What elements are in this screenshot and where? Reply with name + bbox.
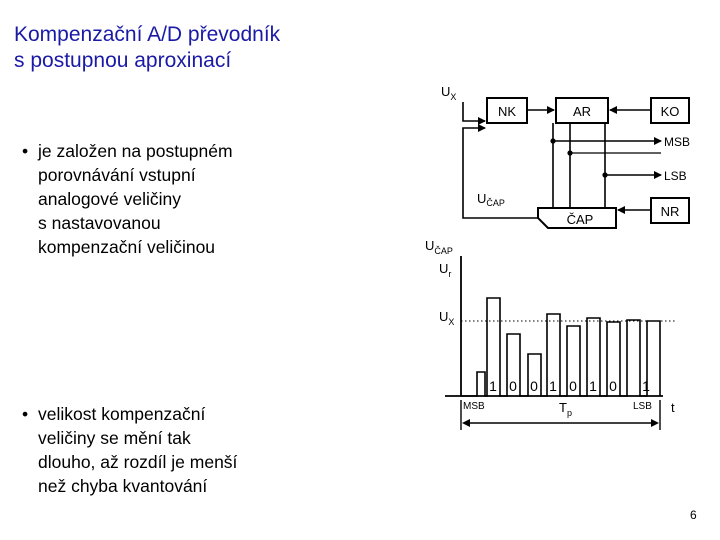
bit-label: 1: [549, 378, 557, 394]
bullet-line: porovnávání vstupní: [38, 165, 196, 185]
nk-label: NK: [497, 104, 517, 119]
bullet-line: analogové veličiny: [38, 189, 182, 209]
ko-label: KO: [660, 104, 680, 119]
junction-dot: [550, 138, 555, 143]
slide-title-line-1: Kompenzační A/D převodník: [14, 23, 281, 46]
lsb-output-label: LSB: [664, 169, 687, 183]
period-arrowhead-left: [462, 419, 470, 427]
bullet-item-convergence: [22, 402, 302, 498]
timing-diagram: [425, 238, 677, 430]
period-label: $T_p$: [559, 400, 572, 418]
slide-title: [14, 22, 414, 74]
bullet-line: kompenzační veličinou: [38, 237, 216, 257]
slide-title-line-2: s postupnou aproxinací: [14, 49, 232, 72]
bit-label: 1: [489, 378, 497, 394]
bullet-dot: •: [22, 141, 29, 161]
nr-label: NR: [660, 204, 680, 219]
bullet-line: velikost kompenzační: [38, 404, 206, 424]
y-label-ur: $U_r$: [439, 261, 452, 279]
bit-label: 1: [589, 378, 597, 394]
converter-diagram: [405, 78, 715, 433]
bit-label: 0: [609, 378, 617, 394]
junction-dot: [567, 150, 572, 155]
bullet-line: s nastavovanou: [38, 213, 161, 233]
bullet-line: veličiny se mění tak: [38, 428, 191, 448]
bit-label: 0: [509, 378, 517, 394]
cap-label: ČAP: [566, 212, 594, 227]
feedback-label: $U_{ČAP}$: [477, 191, 505, 208]
bullet-line: dlouho, až rozdíl je menší: [38, 452, 238, 472]
bullet-line: je založen na postupném: [38, 141, 233, 161]
bit-label: 0: [530, 378, 538, 394]
input-label: $U_X$: [441, 84, 457, 102]
block-diagram: [441, 84, 690, 228]
junction-dot: [602, 172, 607, 177]
bullet-dot: •: [22, 404, 29, 424]
bullet-text: [38, 139, 282, 259]
msb-output-label: MSB: [664, 135, 691, 149]
ar-label: AR: [572, 104, 592, 119]
y-label-ucap: $U_{ČAP}$: [425, 238, 453, 256]
y-label-ux: $U_X$: [439, 309, 455, 327]
input-line: [463, 102, 485, 121]
period-arrowhead-right: [651, 419, 659, 427]
lsb-time-label: LSB: [633, 401, 652, 412]
bullet-line: než chyba kvantování: [38, 476, 208, 496]
page-number: 6: [690, 508, 697, 522]
bit-label: 0: [569, 378, 577, 394]
bit-label: 1: [642, 378, 650, 394]
bullet-text: [38, 402, 302, 498]
time-axis-label: t: [671, 400, 675, 415]
msb-time-label: MSB: [463, 401, 485, 412]
bullet-item-principle: [22, 139, 282, 259]
